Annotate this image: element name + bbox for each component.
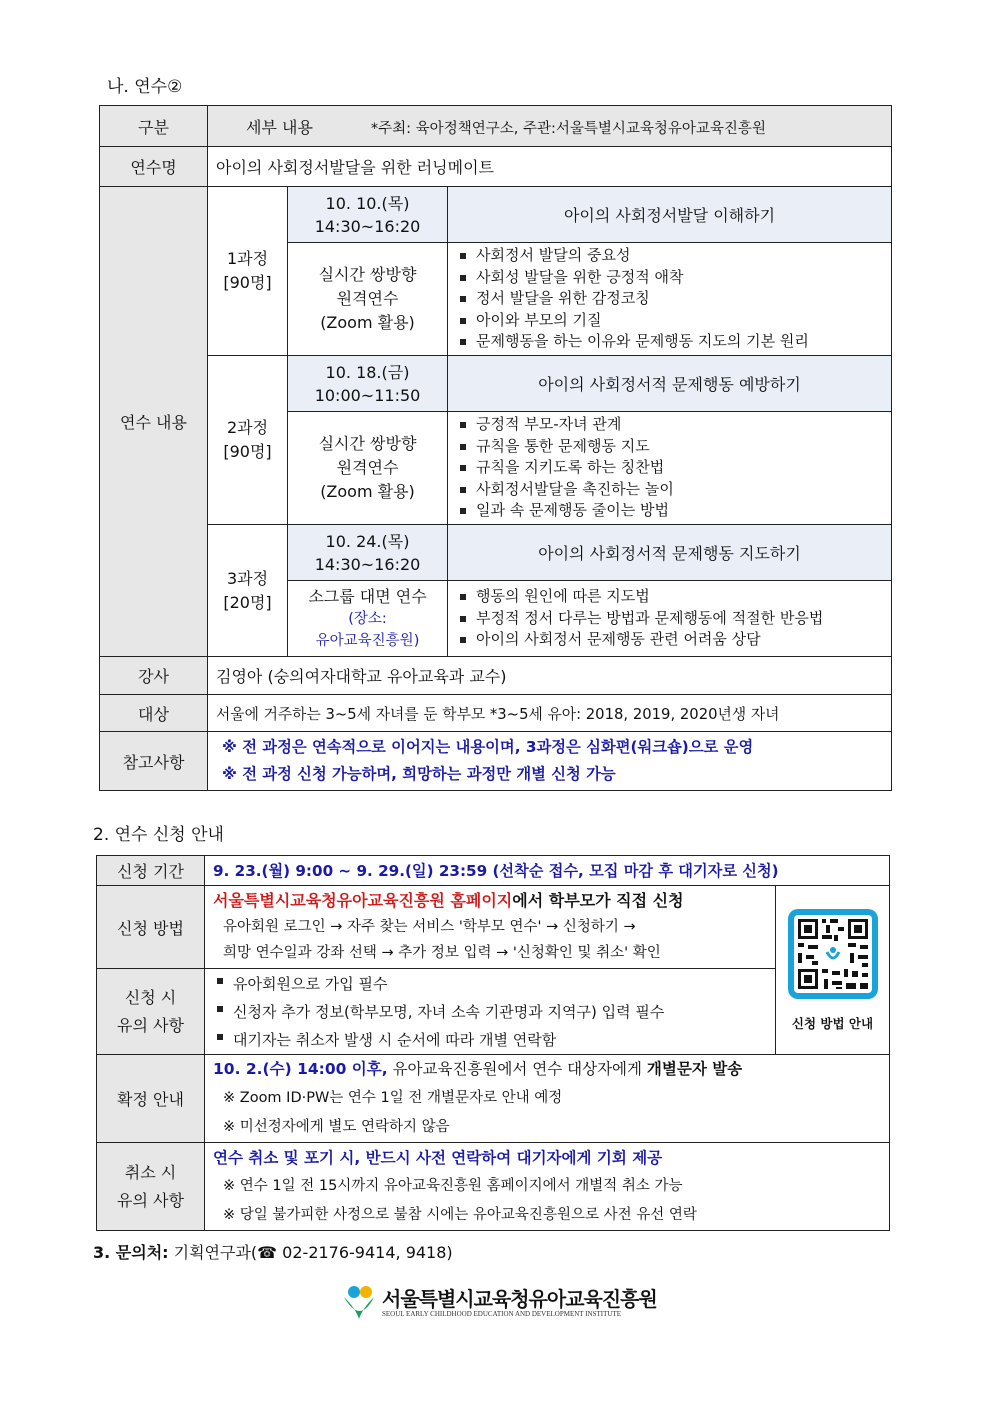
course-2-title: 아이의 사회정서적 문제행동 예방하기 <box>448 356 892 412</box>
course-3-datetime <box>288 525 448 581</box>
course-2-topic-item: 일과 속 문제행동 줄이는 방법 <box>456 500 891 522</box>
course-1-mode-2: 원격연수 <box>336 289 399 308</box>
training-detail-table <box>99 105 892 791</box>
course-3-title: 아이의 사회정서적 문제행동 지도하기 <box>448 525 892 581</box>
header-detail-label: 세부 내용 <box>246 117 313 137</box>
course-1-topics <box>448 243 892 356</box>
reference-label: 참고사항 <box>100 732 208 791</box>
course-2-time: 10:00~11:50 <box>314 385 421 405</box>
method-step-2: 희망 연수일과 강좌 선택 → 추가 정보 입력 → '신청확인 및 취소' 확인 <box>223 945 661 961</box>
qr-code-icon[interactable] <box>787 908 879 1000</box>
course-1-capacity: [90명] <box>223 273 272 292</box>
course-1-mode-1: 실시간 쌍방향 <box>318 265 417 284</box>
course-2-topic-item: 규칙을 통한 문제행동 지도 <box>456 436 891 458</box>
course-3-capacity: [20명] <box>223 592 272 612</box>
course-1-topic-item: 문제행동을 하는 이유와 문제행동 지도의 기본 원리 <box>456 331 891 353</box>
course-1-topic-list <box>448 245 891 353</box>
method-content <box>205 886 776 969</box>
caution-label-2: 유의 사항 <box>117 1015 184 1035</box>
header-gubun: 구분 <box>100 106 208 147</box>
footer-org-en: SEOUL EARLY CHILDHOOD EDUCATION AND DEVELOPMENT INSTITUTE <box>382 1310 621 1318</box>
course-name-value: 아이의 사회정서발달을 위한 러닝메이트 <box>208 147 892 187</box>
method-step-1: 유아회원 로그인 → 자주 찾는 서비스 '학부모 연수' → 신청하기 → <box>223 919 636 935</box>
course-2-topic-item: 규칙을 지키도록 하는 칭찬법 <box>456 457 891 479</box>
course-name-label: 연수명 <box>100 147 208 187</box>
course-1-topic-item: 아이와 부모의 기질 <box>456 310 891 332</box>
course-1-time: 14:30~16:20 <box>314 216 421 236</box>
course-3-mode-1: 소그룹 대면 연수 <box>308 586 427 606</box>
header-host: *주최: 육아정책연구소, 주관:서울특별시교육청유아교육진흥원 <box>370 120 766 137</box>
confirm-date: 10. 2.(수) 14:00 이후, <box>213 1060 388 1078</box>
cancel-note-2: ※ 당일 불가피한 사정으로 불참 시에는 유아교육진흥원으로 사전 유선 연락 <box>223 1206 697 1223</box>
course-1-datetime <box>288 187 448 243</box>
confirm-note-1: ※ Zoom ID·PW는 연수 1일 전 개별문자로 안내 예정 <box>223 1090 563 1106</box>
caution-item: 유아회원으로 가입 필수 <box>213 970 775 998</box>
course-3-topic-item: 아이의 사회정서 문제행동 관련 어려움 상담 <box>456 629 891 651</box>
course-3-topic-item: 행동의 원인에 따른 지도법 <box>456 586 891 608</box>
cancel-content <box>205 1143 890 1231</box>
course-3-topics <box>448 581 892 657</box>
cancel-headline: 연수 취소 및 포기 시, 반드시 사전 연락하여 대기자에게 기회 제공 <box>213 1148 663 1167</box>
target-label: 대상 <box>100 695 208 732</box>
course-1-mode-3: (Zoom 활용) <box>320 313 415 332</box>
footer-logo <box>340 1281 670 1327</box>
cancel-label <box>97 1143 205 1231</box>
course-2-mode-3: (Zoom 활용) <box>320 482 415 501</box>
section-title-2: 2. 연수 신청 안내 <box>93 825 224 845</box>
confirm-content <box>205 1055 890 1143</box>
period-label: 신청 기간 <box>97 856 205 886</box>
course-2-mode <box>288 412 448 525</box>
course-1-date: 10. 10.(목) <box>325 193 410 213</box>
course-1-label: 1과정 <box>226 249 269 268</box>
course-3-cell <box>208 525 288 657</box>
course-2-topic-item: 사회정서발달을 촉진하는 놀이 <box>456 479 891 501</box>
course-3-label: 3과정 <box>226 568 269 588</box>
qr-cell <box>776 886 890 1055</box>
course-1-mode <box>288 243 448 356</box>
content-label: 연수 내용 <box>100 187 208 657</box>
course-2-cell <box>208 356 288 525</box>
caution-label <box>97 969 205 1055</box>
course-2-topic-item: 긍정적 부모-자녀 관계 <box>456 414 891 436</box>
course-2-date: 10. 18.(금) <box>325 362 410 382</box>
course-2-datetime <box>288 356 448 412</box>
target-value: 서울에 거주하는 3~5세 자녀를 둔 학부모 *3~5세 유아: 2018, 2019, 2020년생 자녀 <box>208 695 892 732</box>
course-1-cell <box>208 187 288 356</box>
course-3-date: 10. 24.(목) <box>325 531 410 551</box>
lecturer-label: 강사 <box>100 657 208 695</box>
course-3-topic-list <box>448 586 891 651</box>
confirm-sms: 개별문자 발송 <box>646 1060 743 1078</box>
course-2-capacity: [90명] <box>223 442 272 461</box>
course-1-title: 아이의 사회정서발달 이해하기 <box>448 187 892 243</box>
lecturer-value: 김영아 (숭의여자대학교 유아교육과 교수) <box>208 657 892 695</box>
cancel-label-2: 유의 사항 <box>117 1190 184 1210</box>
course-3-time: 14:30~16:20 <box>314 554 421 574</box>
cancel-note-1: ※ 연수 1일 전 15시까지 유아교육진흥원 홈페이지에서 개별적 취소 가능 <box>223 1177 683 1194</box>
course-2-topics <box>448 412 892 525</box>
contact-value: 기획연구과(☎ 02-2176-9414, 9418) <box>168 1243 453 1262</box>
course-3-topic-item: 부정적 정서 다루는 방법과 문제행동에 적절한 반응법 <box>456 608 891 630</box>
caution-list <box>205 970 775 1054</box>
application-guide-table <box>96 855 890 1231</box>
reference-note-1: ※ 전 과정은 연속적으로 이어지는 내용이며, 3과정은 심화편(워크숍)으로 운영 <box>222 738 754 756</box>
cancel-label-1: 취소 시 <box>124 1162 177 1182</box>
caution-content <box>205 969 776 1055</box>
course-3-mode-2: (장소: <box>348 610 387 627</box>
footer-org-kr: 서울특별시교육청유아교육진흥원 <box>382 1287 657 1311</box>
course-2-topic-list <box>448 414 891 522</box>
course-2-mode-1: 실시간 쌍방향 <box>318 434 417 453</box>
institute-logo-icon <box>340 1283 378 1321</box>
course-1-topic-item: 사회성 발달을 위한 긍정적 애착 <box>456 267 891 289</box>
course-1-topic-item: 정서 발달을 위한 감정코칭 <box>456 288 891 310</box>
course-3-mode <box>288 581 448 657</box>
confirm-middle: 유아교육진흥원에서 연수 대상자에게 <box>387 1060 647 1078</box>
confirm-note-2: ※ 미선정자에게 별도 연락하지 않음 <box>223 1119 450 1135</box>
course-3-mode-3: 유아교육진흥원) <box>315 632 420 649</box>
method-headline <box>213 888 775 914</box>
caution-item: 신청자 추가 정보(학부모명, 자녀 소속 기관명과 지역구) 입력 필수 <box>213 998 775 1026</box>
contact-label: 3. 문의처: <box>93 1243 169 1262</box>
confirm-headline <box>213 1055 889 1084</box>
reference-note-2: ※ 전 과정 신청 가능하며, 희망하는 과정만 개별 신청 가능 <box>222 765 616 783</box>
contact-line <box>93 1240 453 1263</box>
reference-notes <box>208 732 892 791</box>
method-site: 서울특별시교육청유아교육진흥원 홈페이지 <box>213 891 513 910</box>
period-value: 9. 23.(월) 9:00 ~ 9. 29.(일) 23:59 (선착순 접수, 모집 마감 후 대기자로 신청) <box>205 856 890 886</box>
method-direct: 에서 학부모가 직접 신청 <box>512 891 684 910</box>
caution-item: 대기자는 취소자 발생 시 순서에 따라 개별 연락함 <box>213 1026 775 1054</box>
section-title-na: 나. 연수② <box>107 77 183 97</box>
method-label: 신청 방법 <box>97 886 205 969</box>
header-detail <box>208 106 892 147</box>
confirm-label: 확정 안내 <box>97 1055 205 1143</box>
course-1-topic-item: 사회정서 발달의 중요성 <box>456 245 891 267</box>
caution-label-1: 신청 시 <box>124 987 177 1007</box>
qr-caption: 신청 방법 안내 <box>791 1016 874 1031</box>
course-2-label: 2과정 <box>226 418 269 437</box>
course-2-mode-2: 원격연수 <box>336 458 399 477</box>
